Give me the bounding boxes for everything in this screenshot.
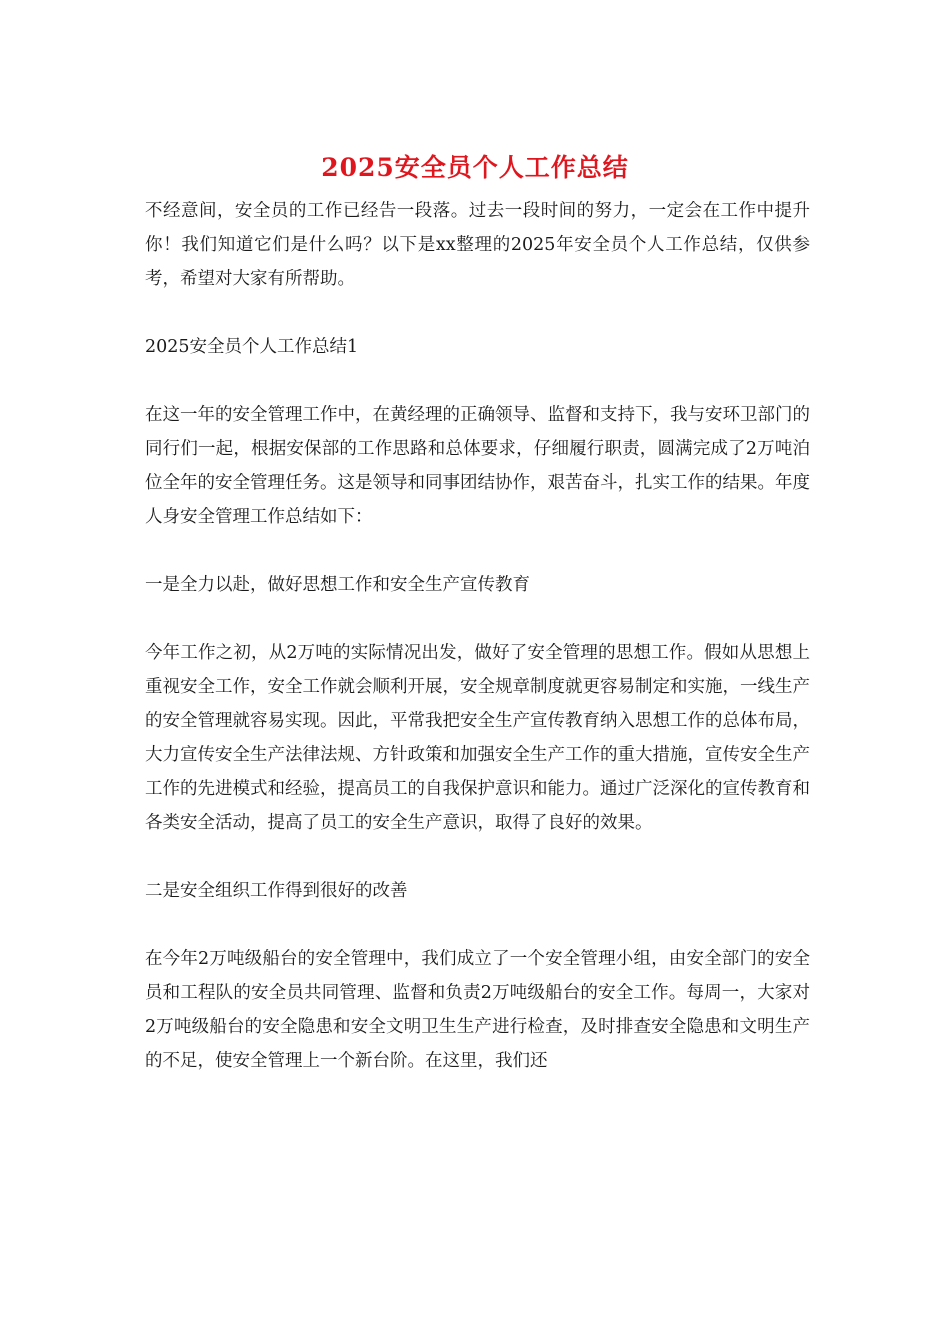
point-heading-2: 二是安全组织工作得到很好的改善	[145, 881, 408, 901]
document-body	[145, 194, 810, 1112]
intro-paragraph: 不经意间，安全员的工作已经告一段落。过去一段时间的努力，一定会在工作中提升你！我们知道它们是什么吗？以下是xx整理的2025年安全员个人工作总结，仅供参考，希望对大家有所帮助。	[145, 201, 810, 289]
paragraph-2: 今年工作之初，从2万吨的实际情况出发，做好了安全管理的思想工作。假如从思想上重视安全工作，安全工作就会顺利开展，安全规章制度就更容易制定和实施，一线生产的安全管理就容易实现。因此，平常我把安全生产宣传教育纳入思想工作的总体布局，大力宣传安全生产法律法规、方针政策和加强安全生产工作的重大措施，宣传安全生产工作的先进模式和经验，提高员工的自我保护意识和能力。通过广泛深化的宣传教育和各类安全活动，提高了员工的安全生产意识，取得了良好的效果。	[145, 643, 810, 833]
point-heading-1: 一是全力以赴，做好思想工作和安全生产宣传教育	[145, 575, 530, 595]
paragraph-1: 在这一年的安全管理工作中，在黄经理的正确领导、监督和支持下，我与安环卫部门的同行们一起，根据安保部的工作思路和总体要求，仔细履行职责，圆满完成了2万吨泊位全年的安全管理任务。这是领导和同事团结协作，艰苦奋斗，扎实工作的结果。年度人身安全管理工作总结如下：	[145, 405, 810, 527]
paragraph-3: 在今年2万吨级船台的安全管理中，我们成立了一个安全管理小组，由安全部门的安全员和工程队的安全员共同管理、监督和负责2万吨级船台的安全工作。每周一，大家对2万吨级船台的安全隐患和安全文明卫生生产进行检查，及时排查安全隐患和文明生产的不足，使安全管理上一个新台阶。在这里，我们还	[145, 949, 810, 1071]
page-title: 2025安全员个人工作总结	[321, 153, 629, 182]
section-heading: 2025安全员个人工作总结1	[145, 337, 359, 357]
